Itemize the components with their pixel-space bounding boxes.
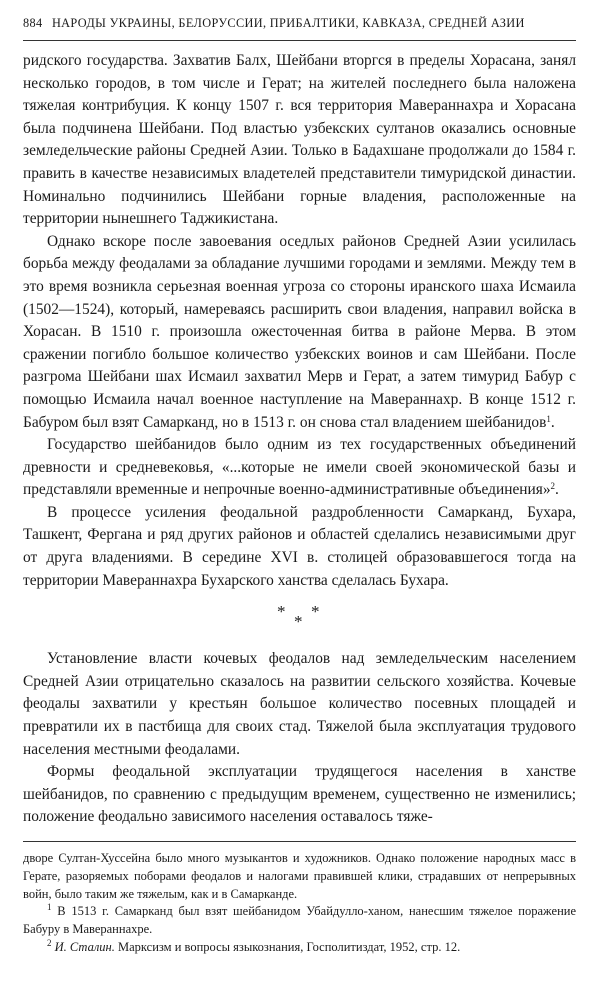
header-rule [23, 40, 576, 41]
section-separator [23, 592, 576, 648]
footnote-ref-2: 2 [550, 481, 556, 492]
running-header [23, 16, 576, 31]
footnote-1 [23, 903, 576, 939]
footnote-1-text: В 1513 г. Самарканд был взят шейбанидом Убайдулло-ханом, нанесшим тяжелое поражение Бабуру в Мавераннахре. [23, 904, 576, 937]
paragraph-5: Установление власти кочевых феодалов над земледельческим населением Средней Азии отрицательно сказалось на развитии сельского хозяйства. Кочевые феодалы захватили у крестьян большое количество посевных площадей и превратили их в пастбища для своих стад. Тяжелой была эксплуатация трудового населения местными феодалами. [23, 650, 576, 758]
running-title: НАРОДЫ УКРАИНЫ, БЕЛОРУССИИ, ПРИБАЛТИКИ, КАВКАЗА, СРЕДНЕЙ АЗИИ [51, 16, 525, 30]
footnote-2-author: И. Сталин. [54, 939, 115, 954]
paragraph-2-text: Однако вскоре после завоевания оседлых районов Средней Азии усилилась борьба между феодалами за обладание лучшими городами и землями. Между тем в это время возникла серьезная военная угроза со стороны иранского шаха Исмаила (1502—1524), который, намереваясь расширить свои владения, направил войска в Хорасан. В 1510 г. произошла ожесточенная битва в районе Мерва. В этом сражении погибло большое количество узбекских воинов и сам Шейбани. После разгрома Шейбани шах Исмаил захватил Мерв и Герат, а затем тимурид Бабур с помощью Исмаила начал военное наступление на Мавераннахр. В конце 1512 г. Бабуром был взят Самарканд, но в 1513 г. он снова стал владением шейбанидов [23, 232, 576, 431]
paragraph-3: Государство шейбанидов было одним из тех государственных объединений древности и средневековья, «...которые не имели своей экономической базы и представляли временные и непрочные военно-административные объединения»$^2$. [23, 436, 576, 499]
paragraph-6: Формы феодальной эксплуатации трудящегося населения в ханстве шейбанидов, по сравнению с предыдущим временем, существенно не изменились; положение феодально зависимого населения оставалось тяже- [23, 763, 576, 826]
separator-star-right: * [311, 602, 320, 622]
footnote-ref-1: 1 [546, 413, 551, 424]
footnote-1-mark: 1 [47, 902, 52, 913]
separator-star-center: * [294, 612, 303, 632]
footnote-2 [23, 939, 576, 957]
paragraph-4: В процессе усиления феодальной раздробленности Самарканд, Бухара, Ташкент, Фергана и ряд других районов и областей сделались независимыми друг от друга владениями. В середине XVI в. столицей образовавшегося тогда на территории Мавераннахра Бухарского ханства сделалась Бухара. [23, 503, 576, 589]
main-text [23, 50, 576, 957]
page-number: 884 [23, 16, 43, 30]
paragraph-2: Однако вскоре после завоевания оседлых районов Средней Азии усилилась борьба между феодалами за обладание лучшими городами и землями. Между тем в это время возникла серьезная военная угроза со стороны иранского шаха Исмаила (1502—1524), который, намереваясь расширить свои владения, направил войска в Хорасан. В 1510 г. произошла ожесточенная битва в районе Мерва. В этом сражении погибло большое количество узбекских воинов и сам Шейбани. После разгрома Шейбани шах Исмаил захватил Мерв и Герат, а затем тимурид Бабур с помощью Исмаила начал военное наступление на Мавераннахр. В конце 1512 г. Бабуром был взят Самарканд, но в 1513 г. он снова стал владением шейбанидов$^1$. [23, 232, 576, 431]
footnote-rule [23, 841, 576, 842]
footnote-2-text: Марксизм и вопросы языкознания, Госполитиздат, 1952, стр. 12. [118, 939, 461, 954]
paragraph-1: ридского государства. Захватив Балх, Шейбани вторгся в пределы Хорасана, занял несколько городов, в том числе и Герат; на жителей последнего была наложена тяжелая контрибуция. К концу 1507 г. вся территория Мавераннахра и Хорасана была подчинена Шейбани. Под властью узбекских султанов оказались основные земледельческие районы Средней Азии. Только в Бадахшане продолжали до 1584 г. править в качестве независимых владетелей представители тимуридской династии. Номинально подчинились Шейбани горные владения, расположенные на территории нынешнего Таджикистана. [23, 52, 576, 228]
paragraph-3-text: Государство шейбанидов было одним из тех государственных объединений древности и средневековья, «...которые не имели своей экономической базы и представляли временные и непрочные военно-административные объединения» [23, 436, 576, 499]
footnote-continuation: дворе Султан-Хуссейна было много музыкантов и художников. Однако положение народных масс в Герате, разоряемых поборами феодалов и налогами правившей клики, страдавших от непрерывных войн, было таким же тяжелым, как и в Самарканде. [23, 851, 576, 901]
separator-star-left: * [277, 602, 286, 622]
footnote-2-mark: 2 [47, 937, 52, 948]
